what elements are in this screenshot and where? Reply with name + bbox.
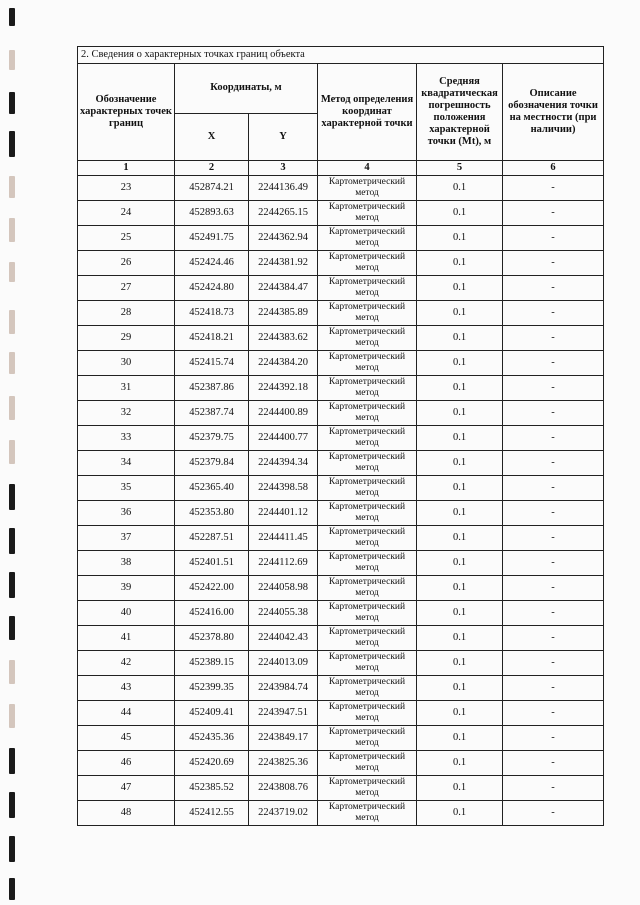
column-number: 2 (175, 161, 249, 176)
y-coordinate-cell: 2244112.69 (249, 551, 318, 576)
description-cell: - (503, 676, 604, 701)
table-row (78, 351, 604, 376)
table-row (78, 801, 604, 826)
x-coordinate-cell: 452389.15 (175, 651, 249, 676)
error-cell: 0.1 (417, 451, 503, 476)
description-cell: - (503, 326, 604, 351)
table-row (78, 276, 604, 301)
y-coordinate-cell: 2244392.18 (249, 376, 318, 401)
point-cell: 34 (78, 451, 175, 476)
column-number: 1 (78, 161, 175, 176)
x-coordinate-cell: 452287.51 (175, 526, 249, 551)
table-row (78, 751, 604, 776)
point-cell: 45 (78, 726, 175, 751)
x-coordinate-cell: 452379.84 (175, 451, 249, 476)
description-cell: - (503, 501, 604, 526)
y-coordinate-cell: 2244411.45 (249, 526, 318, 551)
error-cell: 0.1 (417, 276, 503, 301)
table-row (78, 726, 604, 751)
binding-hole (9, 528, 15, 554)
error-cell: 0.1 (417, 776, 503, 801)
table-row (78, 676, 604, 701)
x-coordinate-cell: 452491.75 (175, 226, 249, 251)
table-row (78, 201, 604, 226)
method-cell: Картометрический метод (318, 301, 417, 326)
point-cell: 39 (78, 576, 175, 601)
table-row (78, 601, 604, 626)
x-coordinate-cell: 452422.00 (175, 576, 249, 601)
x-coordinate-cell: 452387.74 (175, 401, 249, 426)
boundary-points-table (77, 46, 604, 826)
column-number: 5 (417, 161, 503, 176)
error-cell: 0.1 (417, 501, 503, 526)
description-cell: - (503, 176, 604, 201)
binding-hole (9, 616, 15, 640)
description-cell: - (503, 651, 604, 676)
binding-edge (0, 0, 26, 905)
method-cell: Картометрический метод (318, 676, 417, 701)
method-cell: Картометрический метод (318, 426, 417, 451)
method-cell: Картометрический метод (318, 626, 417, 651)
point-cell: 41 (78, 626, 175, 651)
point-cell: 43 (78, 676, 175, 701)
description-cell: - (503, 251, 604, 276)
y-coordinate-cell: 2244136.49 (249, 176, 318, 201)
x-coordinate-cell: 452401.51 (175, 551, 249, 576)
point-cell: 28 (78, 301, 175, 326)
description-cell: - (503, 201, 604, 226)
table-row (78, 526, 604, 551)
y-coordinate-cell: 2244058.98 (249, 576, 318, 601)
x-coordinate-cell: 452385.52 (175, 776, 249, 801)
method-cell: Картометрический метод (318, 726, 417, 751)
method-cell: Картометрический метод (318, 401, 417, 426)
description-cell: - (503, 626, 604, 651)
point-cell: 24 (78, 201, 175, 226)
table-row (78, 551, 604, 576)
method-cell: Картометрический метод (318, 751, 417, 776)
table-row (78, 651, 604, 676)
point-cell: 29 (78, 326, 175, 351)
binding-hole (9, 836, 15, 862)
description-cell: - (503, 751, 604, 776)
error-cell: 0.1 (417, 551, 503, 576)
method-cell: Картометрический метод (318, 451, 417, 476)
description-cell: - (503, 801, 604, 826)
description-cell: - (503, 576, 604, 601)
binding-hole (9, 572, 15, 598)
description-cell: - (503, 701, 604, 726)
x-coordinate-cell: 452435.36 (175, 726, 249, 751)
y-coordinate-cell: 2244384.47 (249, 276, 318, 301)
method-cell: Картометрический метод (318, 376, 417, 401)
error-cell: 0.1 (417, 376, 503, 401)
header-error: Средняя квадратическая погрешность положения характерной точки (Mt), м (417, 64, 503, 161)
y-coordinate-cell: 2244384.20 (249, 351, 318, 376)
method-cell: Картометрический метод (318, 701, 417, 726)
x-coordinate-cell: 452378.80 (175, 626, 249, 651)
header-x: X (175, 114, 249, 161)
y-coordinate-cell: 2244381.92 (249, 251, 318, 276)
x-coordinate-cell: 452893.63 (175, 201, 249, 226)
x-coordinate-cell: 452416.00 (175, 601, 249, 626)
binding-hole (9, 131, 15, 157)
y-coordinate-cell: 2244400.89 (249, 401, 318, 426)
point-cell: 33 (78, 426, 175, 451)
error-cell: 0.1 (417, 526, 503, 551)
error-cell: 0.1 (417, 751, 503, 776)
description-cell: - (503, 726, 604, 751)
description-cell: - (503, 451, 604, 476)
binding-hole (9, 176, 15, 198)
description-cell: - (503, 401, 604, 426)
method-cell: Картометрический метод (318, 651, 417, 676)
method-cell: Картометрический метод (318, 601, 417, 626)
method-cell: Картометрический метод (318, 201, 417, 226)
method-cell: Картометрический метод (318, 551, 417, 576)
x-coordinate-cell: 452365.40 (175, 476, 249, 501)
method-cell: Картометрический метод (318, 576, 417, 601)
point-cell: 30 (78, 351, 175, 376)
description-cell: - (503, 476, 604, 501)
header-coordinates: Координаты, м (175, 64, 318, 114)
y-coordinate-cell: 2243984.74 (249, 676, 318, 701)
x-coordinate-cell: 452399.35 (175, 676, 249, 701)
error-cell: 0.1 (417, 601, 503, 626)
error-cell: 0.1 (417, 476, 503, 501)
header-point: Обозначение характерных точек границ (78, 64, 175, 161)
column-number: 6 (503, 161, 604, 176)
description-cell: - (503, 301, 604, 326)
y-coordinate-cell: 2243808.76 (249, 776, 318, 801)
table-row (78, 251, 604, 276)
y-coordinate-cell: 2244013.09 (249, 651, 318, 676)
y-coordinate-cell: 2243947.51 (249, 701, 318, 726)
binding-hole (9, 310, 15, 334)
x-coordinate-cell: 452387.86 (175, 376, 249, 401)
error-cell: 0.1 (417, 301, 503, 326)
description-cell: - (503, 426, 604, 451)
error-cell: 0.1 (417, 676, 503, 701)
point-cell: 47 (78, 776, 175, 801)
x-coordinate-cell: 452418.21 (175, 326, 249, 351)
table-row (78, 226, 604, 251)
description-cell: - (503, 551, 604, 576)
point-cell: 38 (78, 551, 175, 576)
error-cell: 0.1 (417, 576, 503, 601)
x-coordinate-cell: 452409.41 (175, 701, 249, 726)
y-coordinate-cell: 2244362.94 (249, 226, 318, 251)
x-coordinate-cell: 452353.80 (175, 501, 249, 526)
point-cell: 46 (78, 751, 175, 776)
x-coordinate-cell: 452424.46 (175, 251, 249, 276)
method-cell: Картометрический метод (318, 526, 417, 551)
y-coordinate-cell: 2244055.38 (249, 601, 318, 626)
table-row (78, 301, 604, 326)
header-y: Y (249, 114, 318, 161)
y-coordinate-cell: 2244394.34 (249, 451, 318, 476)
error-cell: 0.1 (417, 176, 503, 201)
description-cell: - (503, 601, 604, 626)
x-coordinate-cell: 452412.55 (175, 801, 249, 826)
x-coordinate-cell: 452418.73 (175, 301, 249, 326)
header-description: Описание обозначения точки на местности (при наличии) (503, 64, 604, 161)
x-coordinate-cell: 452415.74 (175, 351, 249, 376)
y-coordinate-cell: 2244400.77 (249, 426, 318, 451)
error-cell: 0.1 (417, 326, 503, 351)
x-coordinate-cell: 452379.75 (175, 426, 249, 451)
description-cell: - (503, 376, 604, 401)
point-cell: 40 (78, 601, 175, 626)
binding-hole (9, 352, 15, 374)
method-cell: Картометрический метод (318, 476, 417, 501)
point-cell: 44 (78, 701, 175, 726)
description-cell: - (503, 776, 604, 801)
y-coordinate-cell: 2244383.62 (249, 326, 318, 351)
table-row (78, 576, 604, 601)
table-row (78, 626, 604, 651)
y-coordinate-cell: 2243849.17 (249, 726, 318, 751)
method-cell: Картометрический метод (318, 276, 417, 301)
table-row (78, 326, 604, 351)
method-cell: Картометрический метод (318, 226, 417, 251)
error-cell: 0.1 (417, 251, 503, 276)
error-cell: 0.1 (417, 401, 503, 426)
table-row (78, 476, 604, 501)
y-coordinate-cell: 2244265.15 (249, 201, 318, 226)
column-number: 3 (249, 161, 318, 176)
description-cell: - (503, 226, 604, 251)
table-row (78, 401, 604, 426)
y-coordinate-cell: 2244385.89 (249, 301, 318, 326)
binding-hole (9, 50, 15, 70)
x-coordinate-cell: 452420.69 (175, 751, 249, 776)
method-cell: Картометрический метод (318, 776, 417, 801)
x-coordinate-cell: 452874.21 (175, 176, 249, 201)
binding-hole (9, 218, 15, 242)
point-cell: 42 (78, 651, 175, 676)
binding-hole (9, 8, 15, 26)
error-cell: 0.1 (417, 226, 503, 251)
table-row (78, 776, 604, 801)
binding-hole (9, 704, 15, 728)
point-cell: 36 (78, 501, 175, 526)
table-caption: 2. Сведения о характерных точках границ объекта (78, 47, 604, 64)
method-cell: Картометрический метод (318, 501, 417, 526)
binding-hole (9, 792, 15, 818)
binding-hole (9, 660, 15, 684)
table-row (78, 176, 604, 201)
x-coordinate-cell: 452424.80 (175, 276, 249, 301)
point-cell: 31 (78, 376, 175, 401)
y-coordinate-cell: 2244401.12 (249, 501, 318, 526)
point-cell: 48 (78, 801, 175, 826)
column-number: 4 (318, 161, 417, 176)
point-cell: 25 (78, 226, 175, 251)
y-coordinate-cell: 2243719.02 (249, 801, 318, 826)
error-cell: 0.1 (417, 351, 503, 376)
point-cell: 23 (78, 176, 175, 201)
y-coordinate-cell: 2244398.58 (249, 476, 318, 501)
error-cell: 0.1 (417, 201, 503, 226)
binding-hole (9, 484, 15, 510)
description-cell: - (503, 526, 604, 551)
error-cell: 0.1 (417, 801, 503, 826)
y-coordinate-cell: 2243825.36 (249, 751, 318, 776)
binding-hole (9, 92, 15, 114)
error-cell: 0.1 (417, 651, 503, 676)
error-cell: 0.1 (417, 701, 503, 726)
method-cell: Картометрический метод (318, 326, 417, 351)
error-cell: 0.1 (417, 726, 503, 751)
table-row (78, 451, 604, 476)
binding-hole (9, 440, 15, 464)
point-cell: 27 (78, 276, 175, 301)
table-row (78, 426, 604, 451)
table-row (78, 376, 604, 401)
table-body (78, 176, 604, 826)
method-cell: Картометрический метод (318, 251, 417, 276)
description-cell: - (503, 276, 604, 301)
table-row (78, 701, 604, 726)
error-cell: 0.1 (417, 626, 503, 651)
method-cell: Картометрический метод (318, 351, 417, 376)
table-row (78, 501, 604, 526)
binding-hole (9, 878, 15, 900)
method-cell: Картометрический метод (318, 176, 417, 201)
point-cell: 35 (78, 476, 175, 501)
point-cell: 37 (78, 526, 175, 551)
description-cell: - (503, 351, 604, 376)
column-number-row (78, 161, 604, 176)
header-method: Метод определения координат характерной точки (318, 64, 417, 161)
point-cell: 26 (78, 251, 175, 276)
point-cell: 32 (78, 401, 175, 426)
error-cell: 0.1 (417, 426, 503, 451)
binding-hole (9, 396, 15, 420)
method-cell: Картометрический метод (318, 801, 417, 826)
binding-hole (9, 748, 15, 774)
y-coordinate-cell: 2244042.43 (249, 626, 318, 651)
binding-hole (9, 262, 15, 282)
